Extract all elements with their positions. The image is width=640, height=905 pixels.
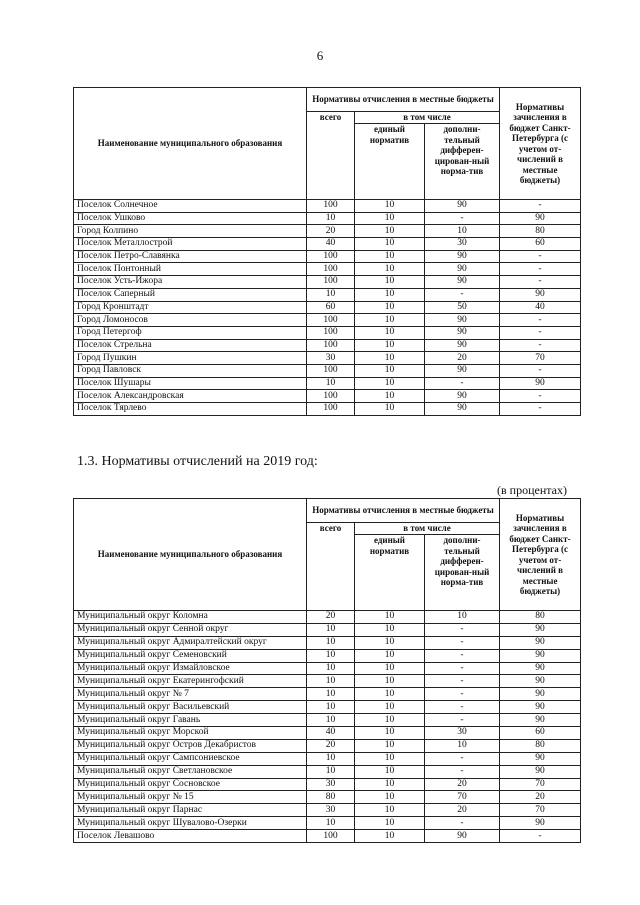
row-name: Муниципальный округ Остров Декабристов — [74, 739, 307, 752]
row-name: Город Колпино — [74, 225, 307, 238]
row-total: 20 — [307, 225, 355, 238]
row-single: 10 — [355, 817, 425, 830]
row-total: 10 — [307, 752, 355, 765]
row-single: 10 — [355, 276, 425, 289]
row-spb: - — [500, 200, 581, 213]
row-name: Поселок Усть-Ижора — [74, 276, 307, 289]
row-single: 10 — [355, 675, 425, 688]
table-row — [74, 791, 581, 804]
row-spb: 90 — [500, 765, 581, 778]
row-single: 10 — [355, 403, 425, 416]
header-additional: дополни-тельный дифферен-цирован-ный норма-тив — [425, 124, 500, 200]
table-row — [74, 225, 581, 238]
row-name: Муниципальный округ Морской — [74, 727, 307, 740]
row-single: 10 — [355, 739, 425, 752]
row-total: 80 — [307, 791, 355, 804]
header-spb-budget: Нормативы зачисления в бюджет Санкт-Петербурга (с учетом от-числений в местные бюджеты) — [500, 499, 581, 611]
row-total: 100 — [307, 263, 355, 276]
row-additional: 20 — [425, 804, 500, 817]
row-name: Город Кронштадт — [74, 301, 307, 314]
row-single: 10 — [355, 339, 425, 352]
row-additional: 10 — [425, 739, 500, 752]
table-row — [74, 263, 581, 276]
row-total: 30 — [307, 352, 355, 365]
row-spb: 90 — [500, 701, 581, 714]
row-name: Муниципальный округ Екатерингофский — [74, 675, 307, 688]
table-row — [74, 352, 581, 365]
row-single: 10 — [355, 288, 425, 301]
row-total: 100 — [307, 200, 355, 213]
row-additional: - — [425, 817, 500, 830]
table-row — [74, 623, 581, 636]
row-total: 100 — [307, 364, 355, 377]
row-additional: 90 — [425, 314, 500, 327]
row-name: Поселок Левашово — [74, 830, 307, 843]
row-spb: 90 — [500, 623, 581, 636]
table-row — [74, 314, 581, 327]
row-name: Город Павловск — [74, 364, 307, 377]
row-additional: 90 — [425, 276, 500, 289]
row-spb: - — [500, 364, 581, 377]
row-spb: - — [500, 326, 581, 339]
table-row — [74, 301, 581, 314]
row-single: 10 — [355, 752, 425, 765]
row-spb: 60 — [500, 727, 581, 740]
row-name: Город Пушкин — [74, 352, 307, 365]
header-spb-budget: Нормативы зачисления в бюджет Санкт-Петербурга (с учетом от-числений в местные бюджеты) — [500, 88, 581, 200]
row-single: 10 — [355, 623, 425, 636]
row-name: Муниципальный округ Сосновское — [74, 778, 307, 791]
row-spb: 90 — [500, 675, 581, 688]
row-additional: 30 — [425, 238, 500, 251]
row-total: 30 — [307, 778, 355, 791]
row-name: Поселок Солнечное — [74, 200, 307, 213]
row-additional: - — [425, 675, 500, 688]
table-row — [74, 688, 581, 701]
row-spb: 60 — [500, 238, 581, 251]
row-single: 10 — [355, 212, 425, 225]
table-body — [74, 611, 581, 843]
row-single: 10 — [355, 352, 425, 365]
row-name: Муниципальный округ Светлановское — [74, 765, 307, 778]
row-additional: - — [425, 752, 500, 765]
row-name: Муниципальный округ Шувалово-Озерки — [74, 817, 307, 830]
table-row — [74, 636, 581, 649]
table-row — [74, 752, 581, 765]
row-name: Муниципальный округ Сенной округ — [74, 623, 307, 636]
row-additional: - — [425, 701, 500, 714]
row-total: 10 — [307, 212, 355, 225]
header-additional: дополни-тельный дифферен-цирован-ный норма-тив — [425, 535, 500, 611]
row-total: 10 — [307, 688, 355, 701]
table-row — [74, 200, 581, 213]
table-row — [74, 326, 581, 339]
table-row — [74, 250, 581, 263]
table-row — [74, 611, 581, 624]
page-number: 6 — [316, 48, 324, 63]
row-name: Муниципальный округ Семеновский — [74, 649, 307, 662]
row-single: 10 — [355, 390, 425, 403]
row-total: 10 — [307, 636, 355, 649]
row-single: 10 — [355, 238, 425, 251]
row-total: 10 — [307, 377, 355, 390]
row-name: Муниципальный округ Адмиралтейский округ — [74, 636, 307, 649]
table-row — [74, 675, 581, 688]
row-additional: - — [425, 212, 500, 225]
row-additional: - — [425, 377, 500, 390]
table-body — [74, 200, 581, 416]
row-single: 10 — [355, 791, 425, 804]
row-total: 20 — [307, 611, 355, 624]
row-spb: - — [500, 390, 581, 403]
row-additional: 90 — [425, 200, 500, 213]
header-name: Наименование муниципального образования — [74, 499, 307, 611]
row-spb: 90 — [500, 377, 581, 390]
row-single: 10 — [355, 250, 425, 263]
row-spb: 90 — [500, 817, 581, 830]
table-row — [74, 739, 581, 752]
row-spb: 90 — [500, 636, 581, 649]
row-name: Муниципальный округ Сампсониевское — [74, 752, 307, 765]
row-name: Город Ломоносов — [74, 314, 307, 327]
row-name: Муниципальный округ Парнас — [74, 804, 307, 817]
row-total: 30 — [307, 804, 355, 817]
row-total: 100 — [307, 390, 355, 403]
row-spb: - — [500, 830, 581, 843]
header-including: в том числе — [355, 112, 500, 124]
header-single: единый норматив — [355, 535, 425, 611]
row-name: Муниципальный округ № 15 — [74, 791, 307, 804]
table-row — [74, 390, 581, 403]
row-total: 60 — [307, 301, 355, 314]
row-name: Поселок Александровская — [74, 390, 307, 403]
row-name: Муниципальный округ № 7 — [74, 688, 307, 701]
row-total: 100 — [307, 250, 355, 263]
section-title: 1.3. Нормативы отчислений на 2019 год: — [77, 454, 318, 469]
row-name: Поселок Саперный — [74, 288, 307, 301]
row-name: Поселок Понтонный — [74, 263, 307, 276]
row-single: 10 — [355, 778, 425, 791]
row-additional: - — [425, 288, 500, 301]
row-total: 10 — [307, 623, 355, 636]
row-single: 10 — [355, 714, 425, 727]
row-spb: 70 — [500, 352, 581, 365]
header-local-budgets: Нормативы отчисления в местные бюджеты — [307, 88, 500, 112]
row-spb: - — [500, 263, 581, 276]
row-spb: 90 — [500, 288, 581, 301]
row-total: 100 — [307, 314, 355, 327]
row-additional: 90 — [425, 830, 500, 843]
row-total: 100 — [307, 403, 355, 416]
table-row — [74, 212, 581, 225]
row-spb: - — [500, 314, 581, 327]
row-single: 10 — [355, 225, 425, 238]
row-spb: 80 — [500, 611, 581, 624]
table-row — [74, 727, 581, 740]
row-additional: 10 — [425, 225, 500, 238]
row-spb: - — [500, 250, 581, 263]
row-spb: 80 — [500, 225, 581, 238]
row-single: 10 — [355, 263, 425, 276]
row-single: 10 — [355, 701, 425, 714]
row-additional: 20 — [425, 352, 500, 365]
row-additional: - — [425, 714, 500, 727]
row-single: 10 — [355, 611, 425, 624]
row-additional: - — [425, 636, 500, 649]
row-additional: 20 — [425, 778, 500, 791]
table-row — [74, 377, 581, 390]
header-local-budgets: Нормативы отчисления в местные бюджеты — [307, 499, 500, 523]
table-row — [74, 403, 581, 416]
row-single: 10 — [355, 326, 425, 339]
row-additional: - — [425, 688, 500, 701]
row-additional: - — [425, 662, 500, 675]
row-spb: 90 — [500, 662, 581, 675]
header-name: Наименование муниципального образования — [74, 88, 307, 200]
row-additional: 90 — [425, 339, 500, 352]
row-name: Поселок Стрельна — [74, 339, 307, 352]
row-additional: 70 — [425, 791, 500, 804]
row-name: Город Петергоф — [74, 326, 307, 339]
row-single: 10 — [355, 804, 425, 817]
row-name: Поселок Шушары — [74, 377, 307, 390]
row-total: 10 — [307, 662, 355, 675]
row-spb: 40 — [500, 301, 581, 314]
row-spb: 70 — [500, 778, 581, 791]
row-total: 10 — [307, 649, 355, 662]
row-name: Муниципальный округ Васильевский — [74, 701, 307, 714]
row-name: Муниципальный округ Измайловское — [74, 662, 307, 675]
row-single: 10 — [355, 765, 425, 778]
row-spb: 90 — [500, 714, 581, 727]
standards-table-2019 — [73, 498, 581, 843]
table-row — [74, 804, 581, 817]
table-row — [74, 778, 581, 791]
row-spb: 20 — [500, 791, 581, 804]
unit-note: (в процентах) — [497, 483, 567, 497]
row-additional: 50 — [425, 301, 500, 314]
header-including: в том числе — [355, 523, 500, 535]
table-row — [74, 662, 581, 675]
row-single: 10 — [355, 364, 425, 377]
row-additional: 30 — [425, 727, 500, 740]
table-row — [74, 364, 581, 377]
row-additional: 90 — [425, 403, 500, 416]
table-row — [74, 238, 581, 251]
row-spb: - — [500, 276, 581, 289]
header-single: единый норматив — [355, 124, 425, 200]
row-name: Муниципальный округ Коломна — [74, 611, 307, 624]
row-total: 40 — [307, 238, 355, 251]
row-spb: 70 — [500, 804, 581, 817]
row-additional: 90 — [425, 326, 500, 339]
row-single: 10 — [355, 636, 425, 649]
row-single: 10 — [355, 688, 425, 701]
header-total: всего — [307, 112, 355, 200]
row-spb: 90 — [500, 649, 581, 662]
row-single: 10 — [355, 200, 425, 213]
row-name: Поселок Ушково — [74, 212, 307, 225]
table-row — [74, 339, 581, 352]
row-total: 10 — [307, 288, 355, 301]
row-total: 100 — [307, 339, 355, 352]
row-additional: 90 — [425, 364, 500, 377]
row-additional: 90 — [425, 390, 500, 403]
row-total: 10 — [307, 714, 355, 727]
row-total: 100 — [307, 326, 355, 339]
row-spb: 80 — [500, 739, 581, 752]
table-row — [74, 276, 581, 289]
row-total: 10 — [307, 817, 355, 830]
row-additional: 90 — [425, 263, 500, 276]
row-total: 10 — [307, 765, 355, 778]
row-single: 10 — [355, 649, 425, 662]
row-single: 10 — [355, 662, 425, 675]
row-name: Поселок Петро-Славянка — [74, 250, 307, 263]
row-spb: 90 — [500, 212, 581, 225]
row-additional: 90 — [425, 250, 500, 263]
row-single: 10 — [355, 301, 425, 314]
row-additional: - — [425, 649, 500, 662]
table-row — [74, 288, 581, 301]
table-row — [74, 830, 581, 843]
row-name: Поселок Тярлево — [74, 403, 307, 416]
header-total: всего — [307, 523, 355, 611]
table-row — [74, 649, 581, 662]
table-row — [74, 701, 581, 714]
row-spb: - — [500, 403, 581, 416]
row-total: 100 — [307, 276, 355, 289]
row-single: 10 — [355, 377, 425, 390]
row-single: 10 — [355, 727, 425, 740]
row-total: 20 — [307, 739, 355, 752]
row-total: 10 — [307, 675, 355, 688]
row-total: 10 — [307, 701, 355, 714]
row-total: 100 — [307, 830, 355, 843]
row-name: Муниципальный округ Гавань — [74, 714, 307, 727]
standards-table-prev — [73, 87, 581, 416]
row-single: 10 — [355, 314, 425, 327]
table-row — [74, 765, 581, 778]
row-additional: - — [425, 623, 500, 636]
row-name: Поселок Металлострой — [74, 238, 307, 251]
table-row — [74, 714, 581, 727]
row-additional: - — [425, 765, 500, 778]
row-total: 40 — [307, 727, 355, 740]
row-spb: 90 — [500, 752, 581, 765]
row-spb: 90 — [500, 688, 581, 701]
row-single: 10 — [355, 830, 425, 843]
row-spb: - — [500, 339, 581, 352]
row-additional: 10 — [425, 611, 500, 624]
table-row — [74, 817, 581, 830]
